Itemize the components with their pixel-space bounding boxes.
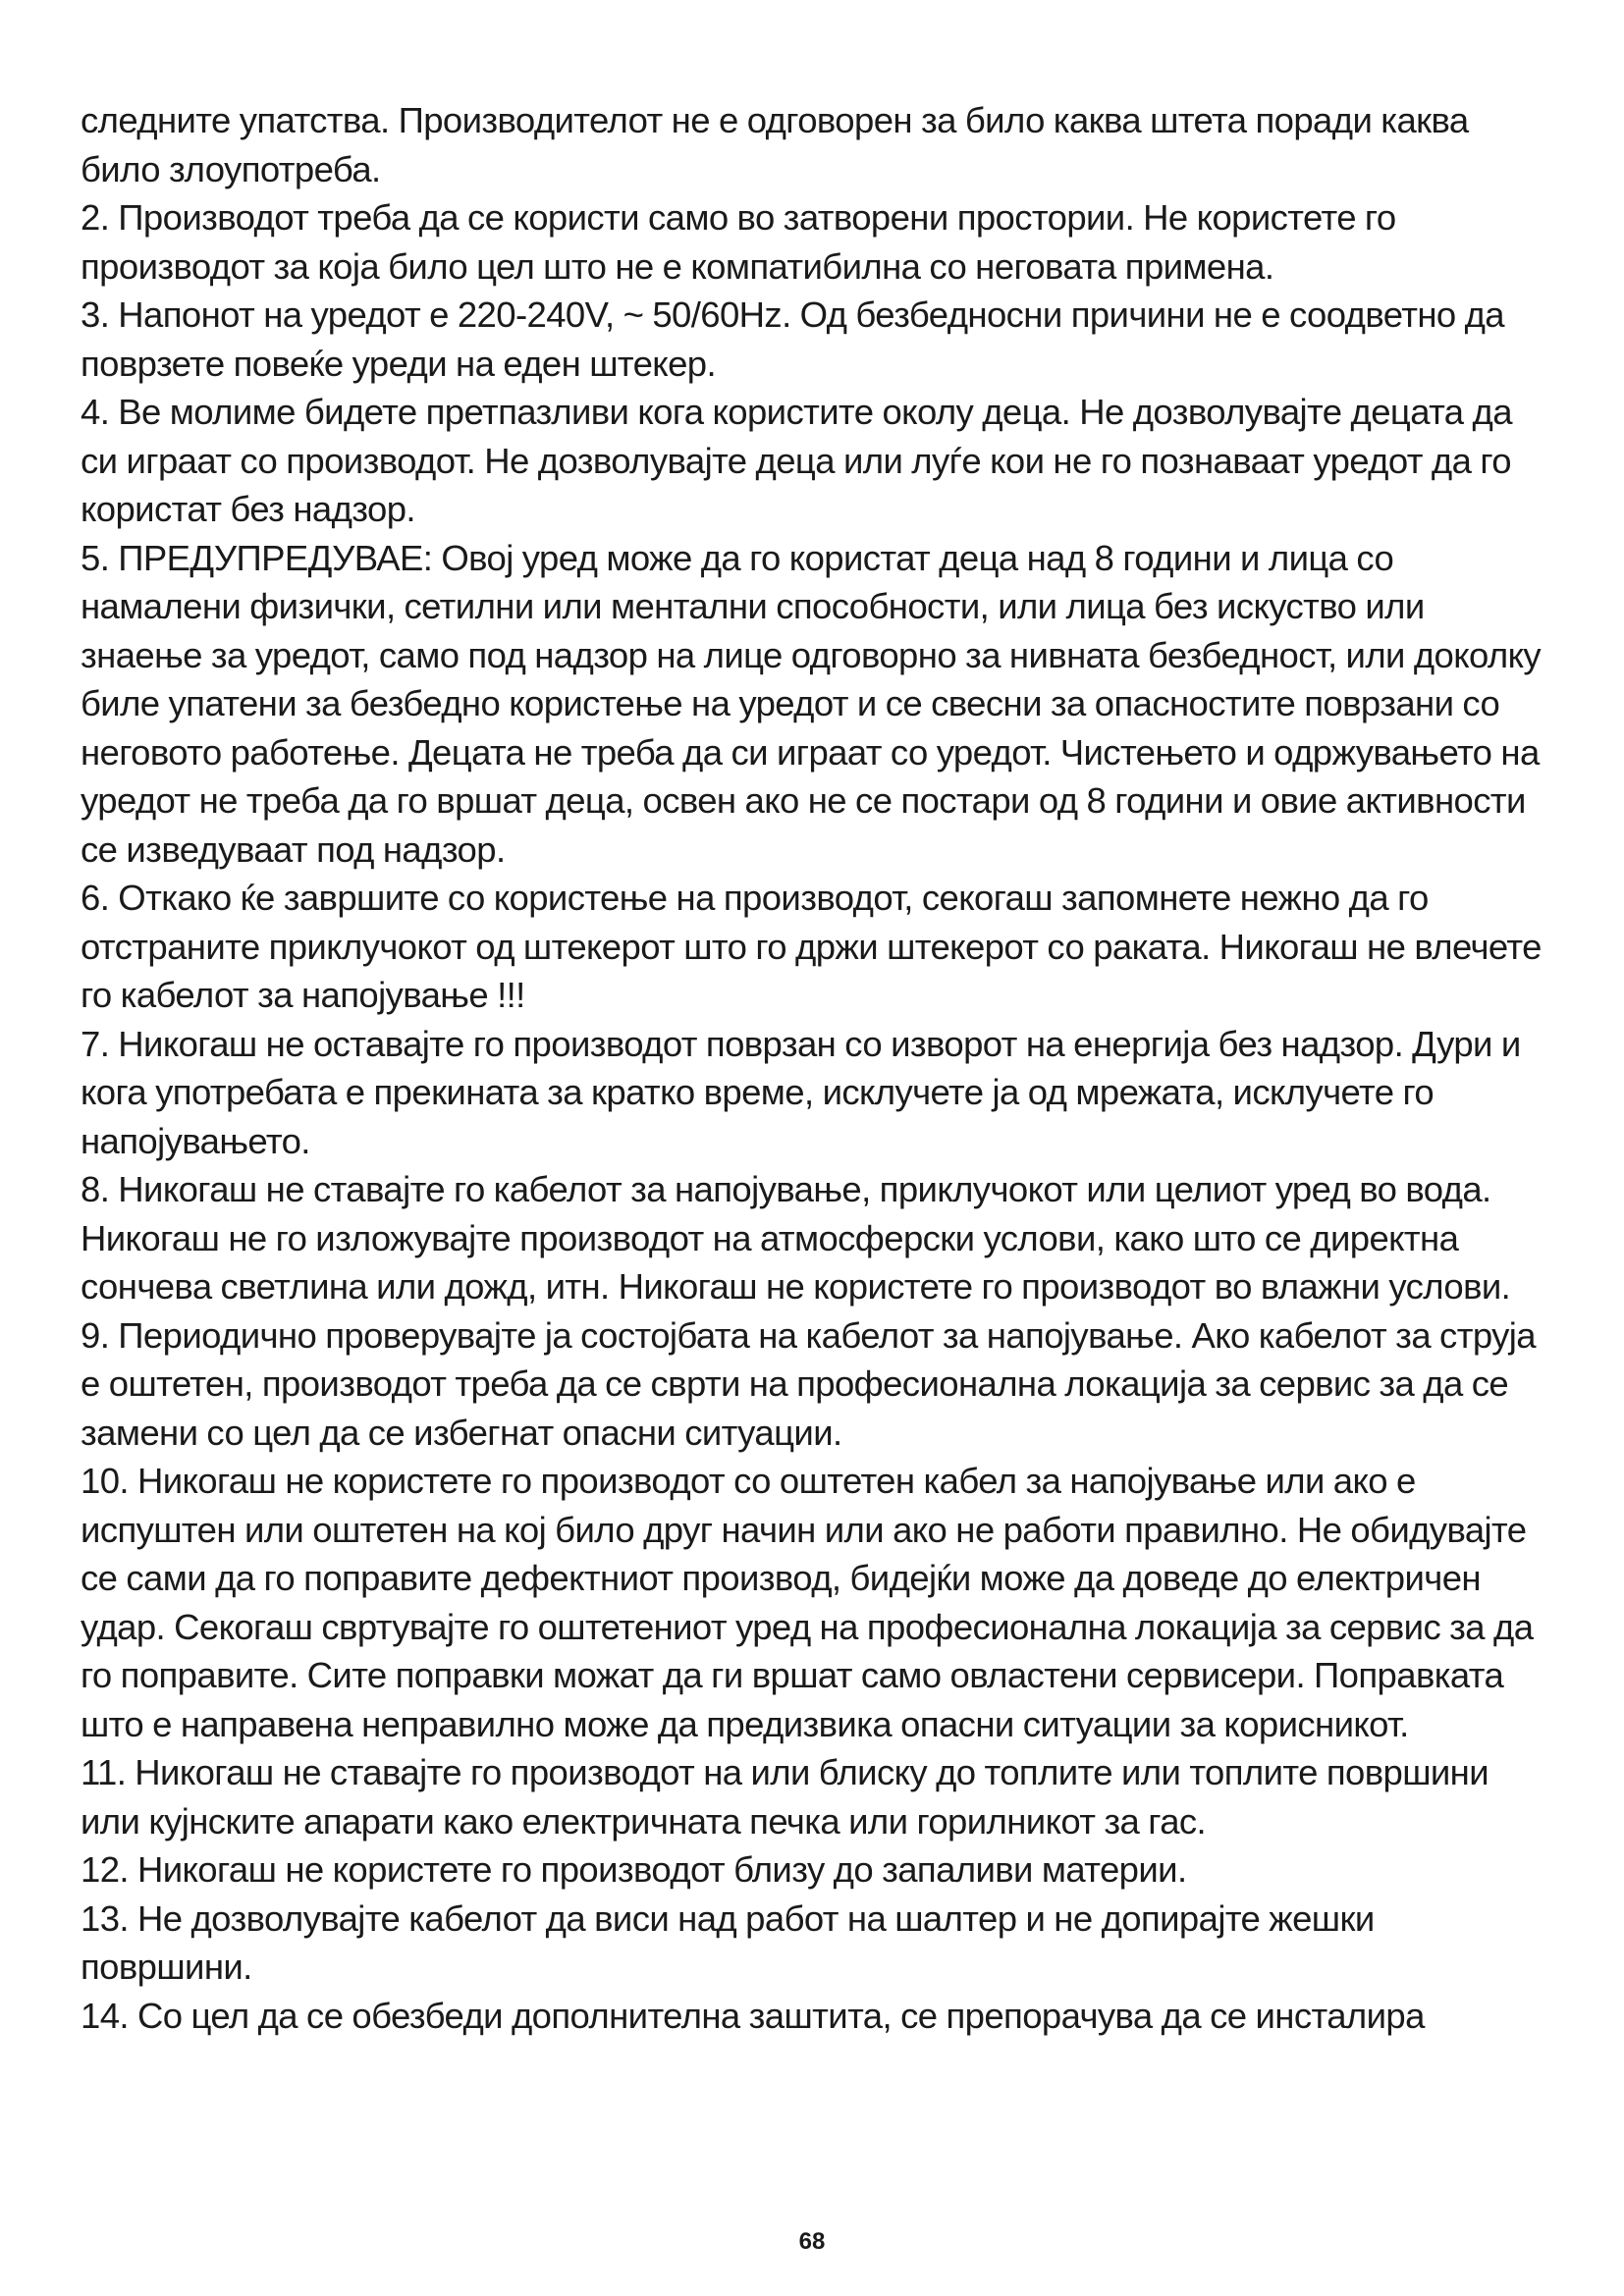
paragraph-item-5: 5. ПРЕДУПРЕДУВАЕ: Овој уред може да го користат деца над 8 години и лица со намалени физички, сетилни или ментални способности, или лица без искуство или знаење за уредот, само под надзор на лице одговорно за нивната безбедност, или доколку биле упатени за безбедно користење на уредот и се свесни за опасностите поврзани со неговото работење. Децата не треба да си играат со уредот. Чистењето и одржувањето на уредот не треба да го вршат деца, освен ако не се постари од 8 години и овие активности се изведуваат под надзор. bbox=[81, 537, 1542, 870]
paragraph-item-12: 12. Никогаш не користете го производот близу до запаливи материи. bbox=[81, 1849, 1187, 1890]
paragraph-item-13: 13. Не дозволувајте кабелот да виси над работ на шалтер и не допирајте жешки површини. bbox=[81, 1897, 1375, 1987]
document-body bbox=[81, 96, 1553, 2040]
paragraph-item-2: 2. Производот треба да се користи само во затворени простории. Не користете го производот за која било цел што не е компатибилна со неговата примена. bbox=[81, 197, 1396, 287]
paragraph-item-10: 10. Никогаш не користете го производот со оштетен кабел за напојување или ако е испуштен или оштетен на кој било друг начин или ако не работи правилно. Не обидувајте се сами да го поправите дефектниот производ, бидејќи може да доведе до електричен удар. Секогаш свртувајте го оштетениот уред на професионална локација за сервис за да го поправите. Сите поправки можат да ги вршат само овластени сервисери. Поправката што е направена неправилно може да предизвика опасни ситуации за корисникот. bbox=[81, 1461, 1534, 1744]
paragraph-item-14: 14. Со цел да се обезбеди дополнителна заштита, се препорачува да се инсталира bbox=[81, 1995, 1425, 2036]
paragraph-item-6: 6. Откако ќе завршите со користење на производот, секогаш запомнете нежно да го отстраните приклучокот од штекерот што го држи штекерот со раката. Никогаш не влечете го кабелот за напојување !!! bbox=[81, 878, 1542, 1015]
paragraph-item-7: 7. Никогаш не оставајте го производот поврзан со изворот на енергија без надзор. Дури и кога употребата е прекината за кратко време, исклучете ја од мрежата, исклучете го напојувањето. bbox=[81, 1023, 1521, 1161]
paragraph-item-8: 8. Никогаш не ставајте го кабелот за напојување, приклучокот или целиот уред во вода. Никогаш не го изложувајте производот на атмосферски услови, како што се директна сончева светлина или дожд, итн. Никогаш не користете го производот во влажни услови. bbox=[81, 1169, 1511, 1307]
paragraph-item-11: 11. Никогаш не ставајте го производот на или блиску до топлите или топлите површини или кујнските апарати како електричната печка или горилникот за гас. bbox=[81, 1752, 1489, 1842]
paragraph-item-3: 3. Напонот на уредот е 220-240V, ~ 50/60Hz. Од безбедносни причини не е соодветно да поврзете повеќе уреди на еден штекер. bbox=[81, 294, 1505, 384]
paragraph-item-4: 4. Ве молиме бидете претпазливи кога користите околу деца. Не дозволувајте децата да си играат со производот. Не дозволувајте деца или луѓе кои не го познаваат уредот да го користат без надзор. bbox=[81, 392, 1512, 529]
paragraph-item-9: 9. Периодично проверувајте ја состојбата на кабелот за напојување. Ако кабелот за струја е оштетен, производот треба да се сврти на професионална локација за сервис за да се замени со цел да се избегнат опасни ситуации. bbox=[81, 1314, 1536, 1453]
page-number: 68 bbox=[798, 2228, 826, 2255]
paragraph-continuation: следните упатства. Производителот не е одговорен за било каква штета поради каква било злоупотреба. bbox=[81, 100, 1469, 189]
